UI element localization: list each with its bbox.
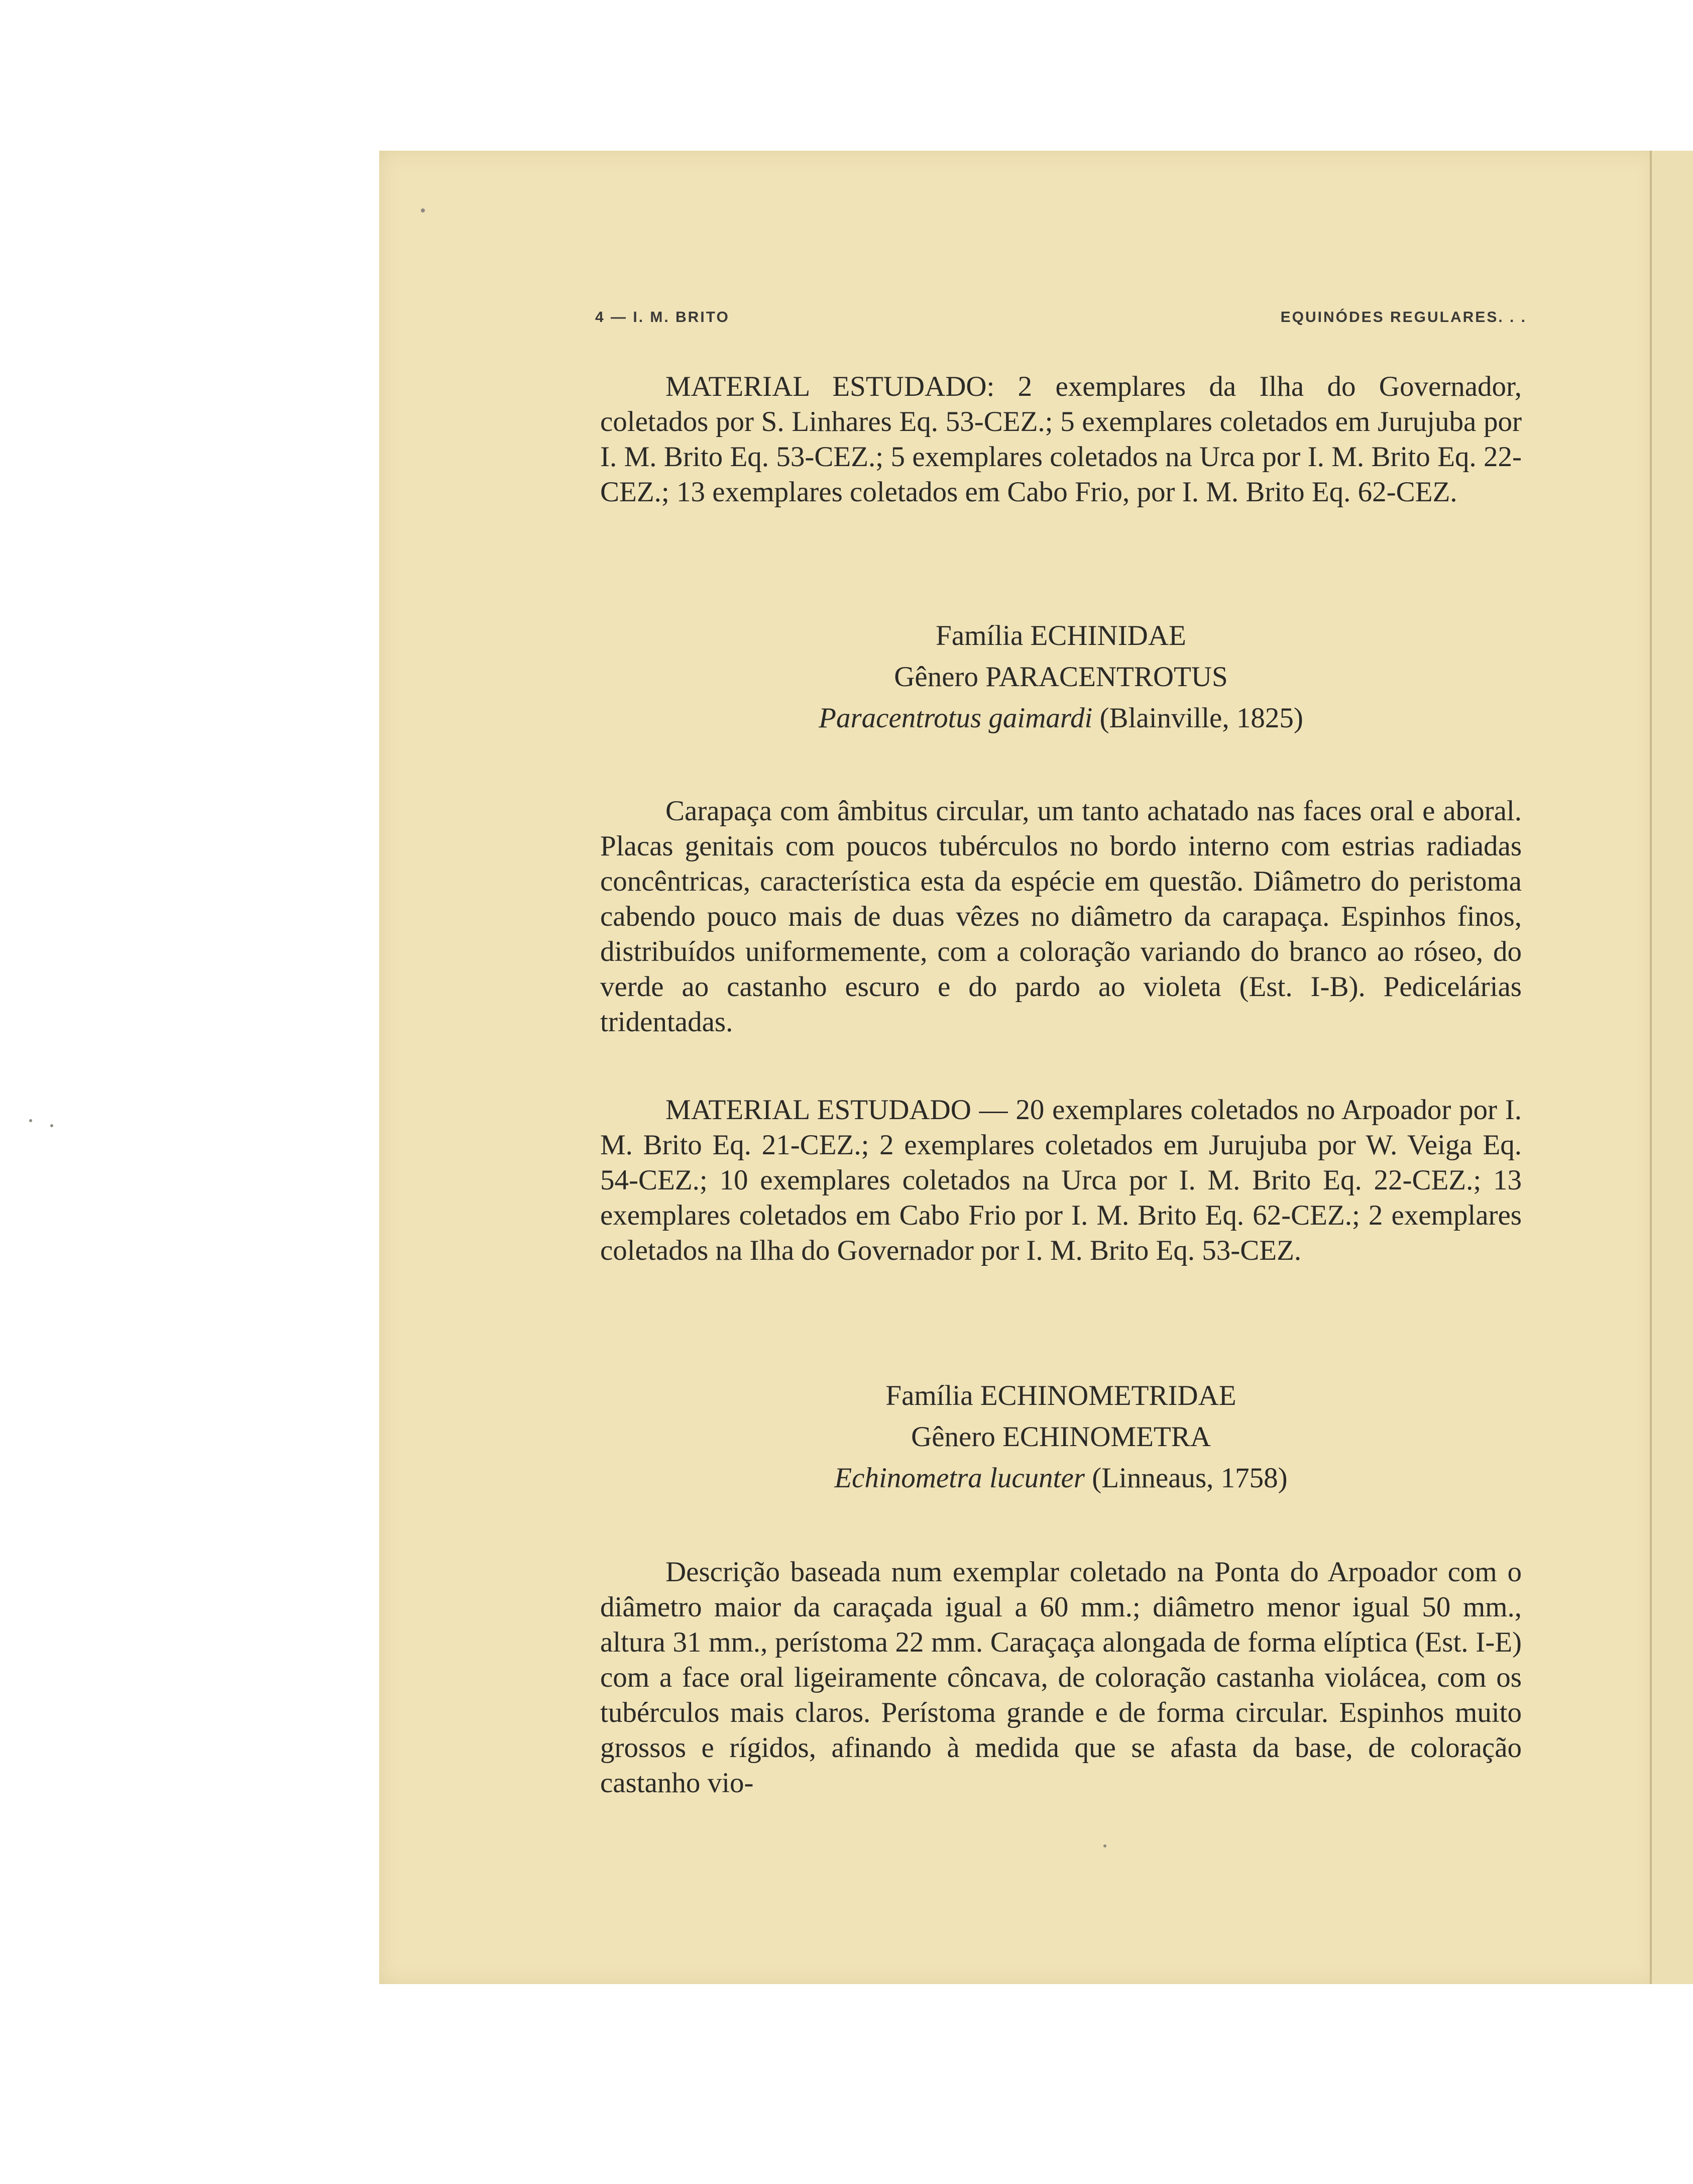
genus-name: Gênero PARACENTROTUS [894, 661, 1228, 693]
paper-speck [1103, 1844, 1106, 1847]
genus-name: Gênero ECHINOMETRA [911, 1421, 1211, 1453]
paper-speck [421, 208, 425, 212]
scan-speck [50, 1124, 53, 1127]
taxon-heading-echinidae [600, 615, 1522, 739]
species-author: (Blainville, 1825) [1099, 702, 1303, 734]
description-paragraph-1: Carapaça com âmbitus circular, um tanto achatado nas faces oral e aboral. Placas genitais com poucos tubérculos no bordo interno com estrias radiadas concêntricas, característica esta da espécie em questão. Diâmetro do peristoma cabendo pouco mais de duas vêzes no diâmetro da carapaça. Espinhos finos, distribuídos uniformemente, com a coloração variando do branco ao róseo, do verde ao castanho escuro e do pardo ao violeta (Est. I-B). Pedicelárias tridentadas. [600, 795, 1522, 1038]
species-author: (Linneaus, 1758) [1092, 1462, 1288, 1494]
family-name: Família ECHINIDAE [936, 620, 1186, 651]
header-page-author: 4 — I. M. BRITO [595, 309, 730, 325]
species-name: Paracentrotus gaimardi [819, 702, 1093, 734]
family-name: Família ECHINOMETRIDAE [885, 1380, 1236, 1411]
species-line [600, 698, 1522, 739]
taxon-heading-echinometridae [600, 1375, 1522, 1499]
material-studied-paragraph-2: MATERIAL ESTUDADO — 20 exemplares coletados no Arpoador por I. M. Brito Eq. 21-CEZ.; 2 exemplares coletados em Jurujuba por W. Veiga Eq. 54-CEZ.; 10 exemplares coletados na Urca por I. M. Brito Eq. 22-CEZ.; 13 exemplares coletados em Cabo Frio por I. M. Brito Eq. 62-CEZ.; 2 exemplares coletados na Ilha do Governador por I. M. Brito Eq. 53-CEZ. [600, 1094, 1522, 1266]
material-studied-paragraph-1: MATERIAL ESTUDADO: 2 exemplares da Ilha do Governador, coletados por S. Linhares Eq. 53-CEZ.; 5 exemplares coletados em Jurujuba por I. M. Brito Eq. 53-CEZ.; 5 exemplares coletados na Urca por I. M. Brito Eq. 22-CEZ.; 13 exemplares coletados em Cabo Frio, por I. M. Brito Eq. 62-CEZ. [600, 371, 1522, 508]
scan-speck [29, 1119, 32, 1122]
species-name: Echinometra lucunter [834, 1462, 1085, 1494]
description-paragraph-2: Descrição baseada num exemplar coletado na Ponta do Arpoador com o diâmetro maior da caraçada igual a 60 mm.; diâmetro menor igual 50 mm., altura 31 mm., perístoma 22 mm. Caraçaça alongada de forma elíptica (Est. I-E) com a face oral ligeiramente côncava, de coloração castanha violácea, com os tubérculos mais claros. Perístoma grande e de forma circular. Espinhos muito grossos e rígidos, afinando à medida que se afasta da base, de coloração castanho vio- [600, 1556, 1522, 1799]
facing-page-edge [1650, 151, 1693, 1984]
header-title: EQUINÓDES REGULARES. . . [1280, 309, 1527, 325]
species-line [600, 1458, 1522, 1499]
